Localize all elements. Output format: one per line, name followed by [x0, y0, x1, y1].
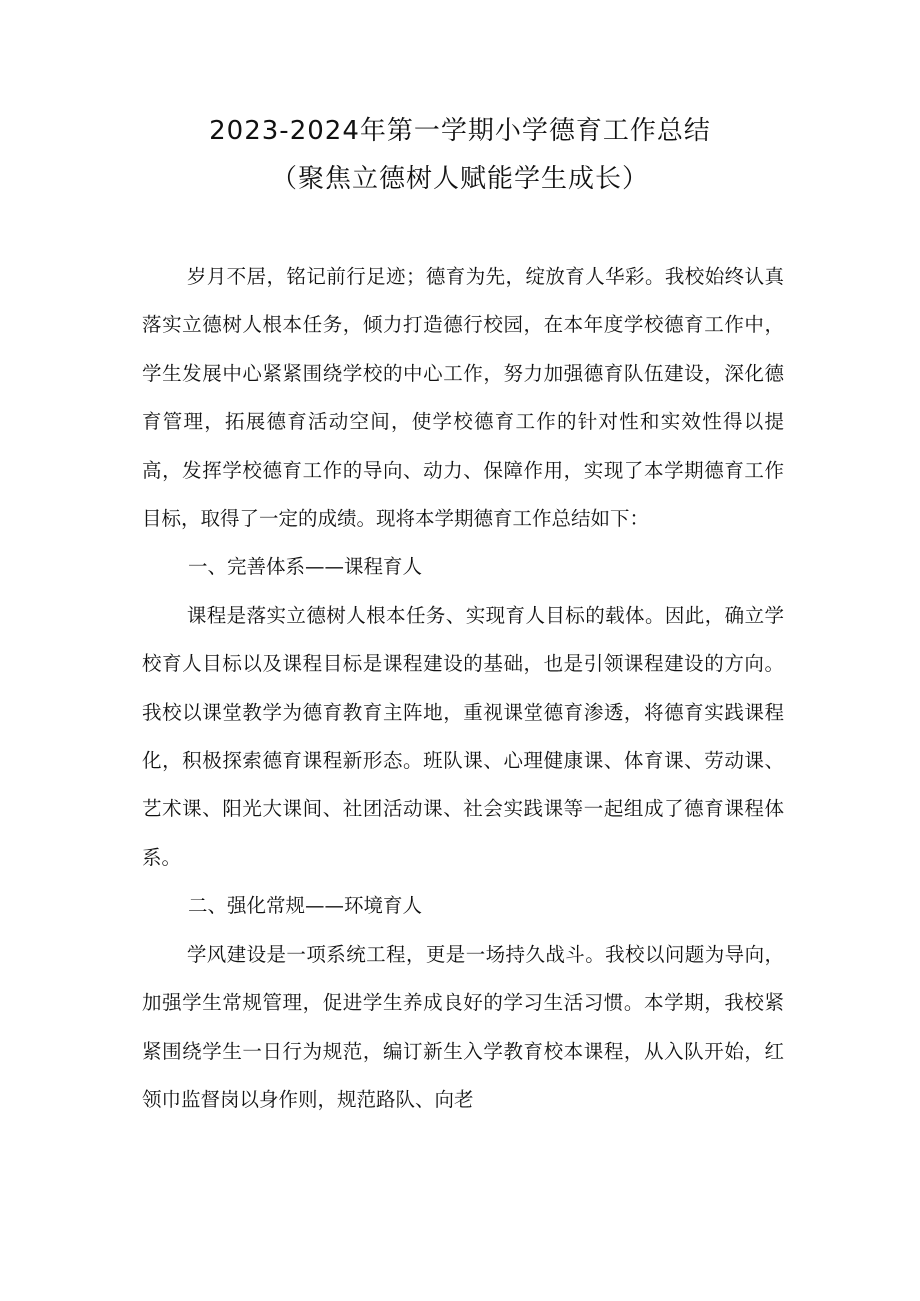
section-heading-1: 一、完善体系——课程育人 [188, 555, 423, 579]
document-title: 2023-2024年第一学期小学德育工作总结 [209, 116, 711, 146]
section-heading-2: 二、强化常规——环境育人 [188, 894, 423, 918]
section-paragraph-2: 学风建设是一项系统工程，更是一场持久战斗。我校以问题为导向，加强学生常规管理，促进学生养成良好的学习生活习惯。本学期，我校紧紧围绕学生一日行为规范，编订新生入学教育校本课程，从入队开始，红领巾监督岗以身作则，规范路队、向老 [142, 942, 784, 1111]
intro-paragraph: 岁月不居，铭记前行足迹；德育为先，绽放育人华彩。我校始终认真落实立德树人根本任务，倾力打造德行校园，在本年度学校德育工作中，学生发展中心紧紧围绕学校的中心工作，努力加强德育队伍建设，深化德育管理，拓展德育活动空间，使学校德育工作的针对性和实效性得以提高，发挥学校德育工作的导向、动力、保障作用，实现了本学期德育工作目标，取得了一定的成绩。现将本学期德育工作总结如下： [142, 265, 784, 531]
document-subtitle: （聚焦立德树人赋能学生成长） [270, 164, 649, 194]
document-body [142, 253, 784, 1124]
section-paragraph-1: 课程是落实立德树人根本任务、实现育人目标的载体。因此，确立学校育人目标以及课程目标是课程建设的基础，也是引领课程建设的方向。我校以课堂教学为德育教育主阵地，重视课堂德育渗透，将德育实践课程化，积极探索德育课程新形态。班队课、心理健康课、体育课、劳动课、艺术课、阳光大课间、社团活动课、社会实践课等一起组成了德育课程体系。 [142, 603, 784, 869]
